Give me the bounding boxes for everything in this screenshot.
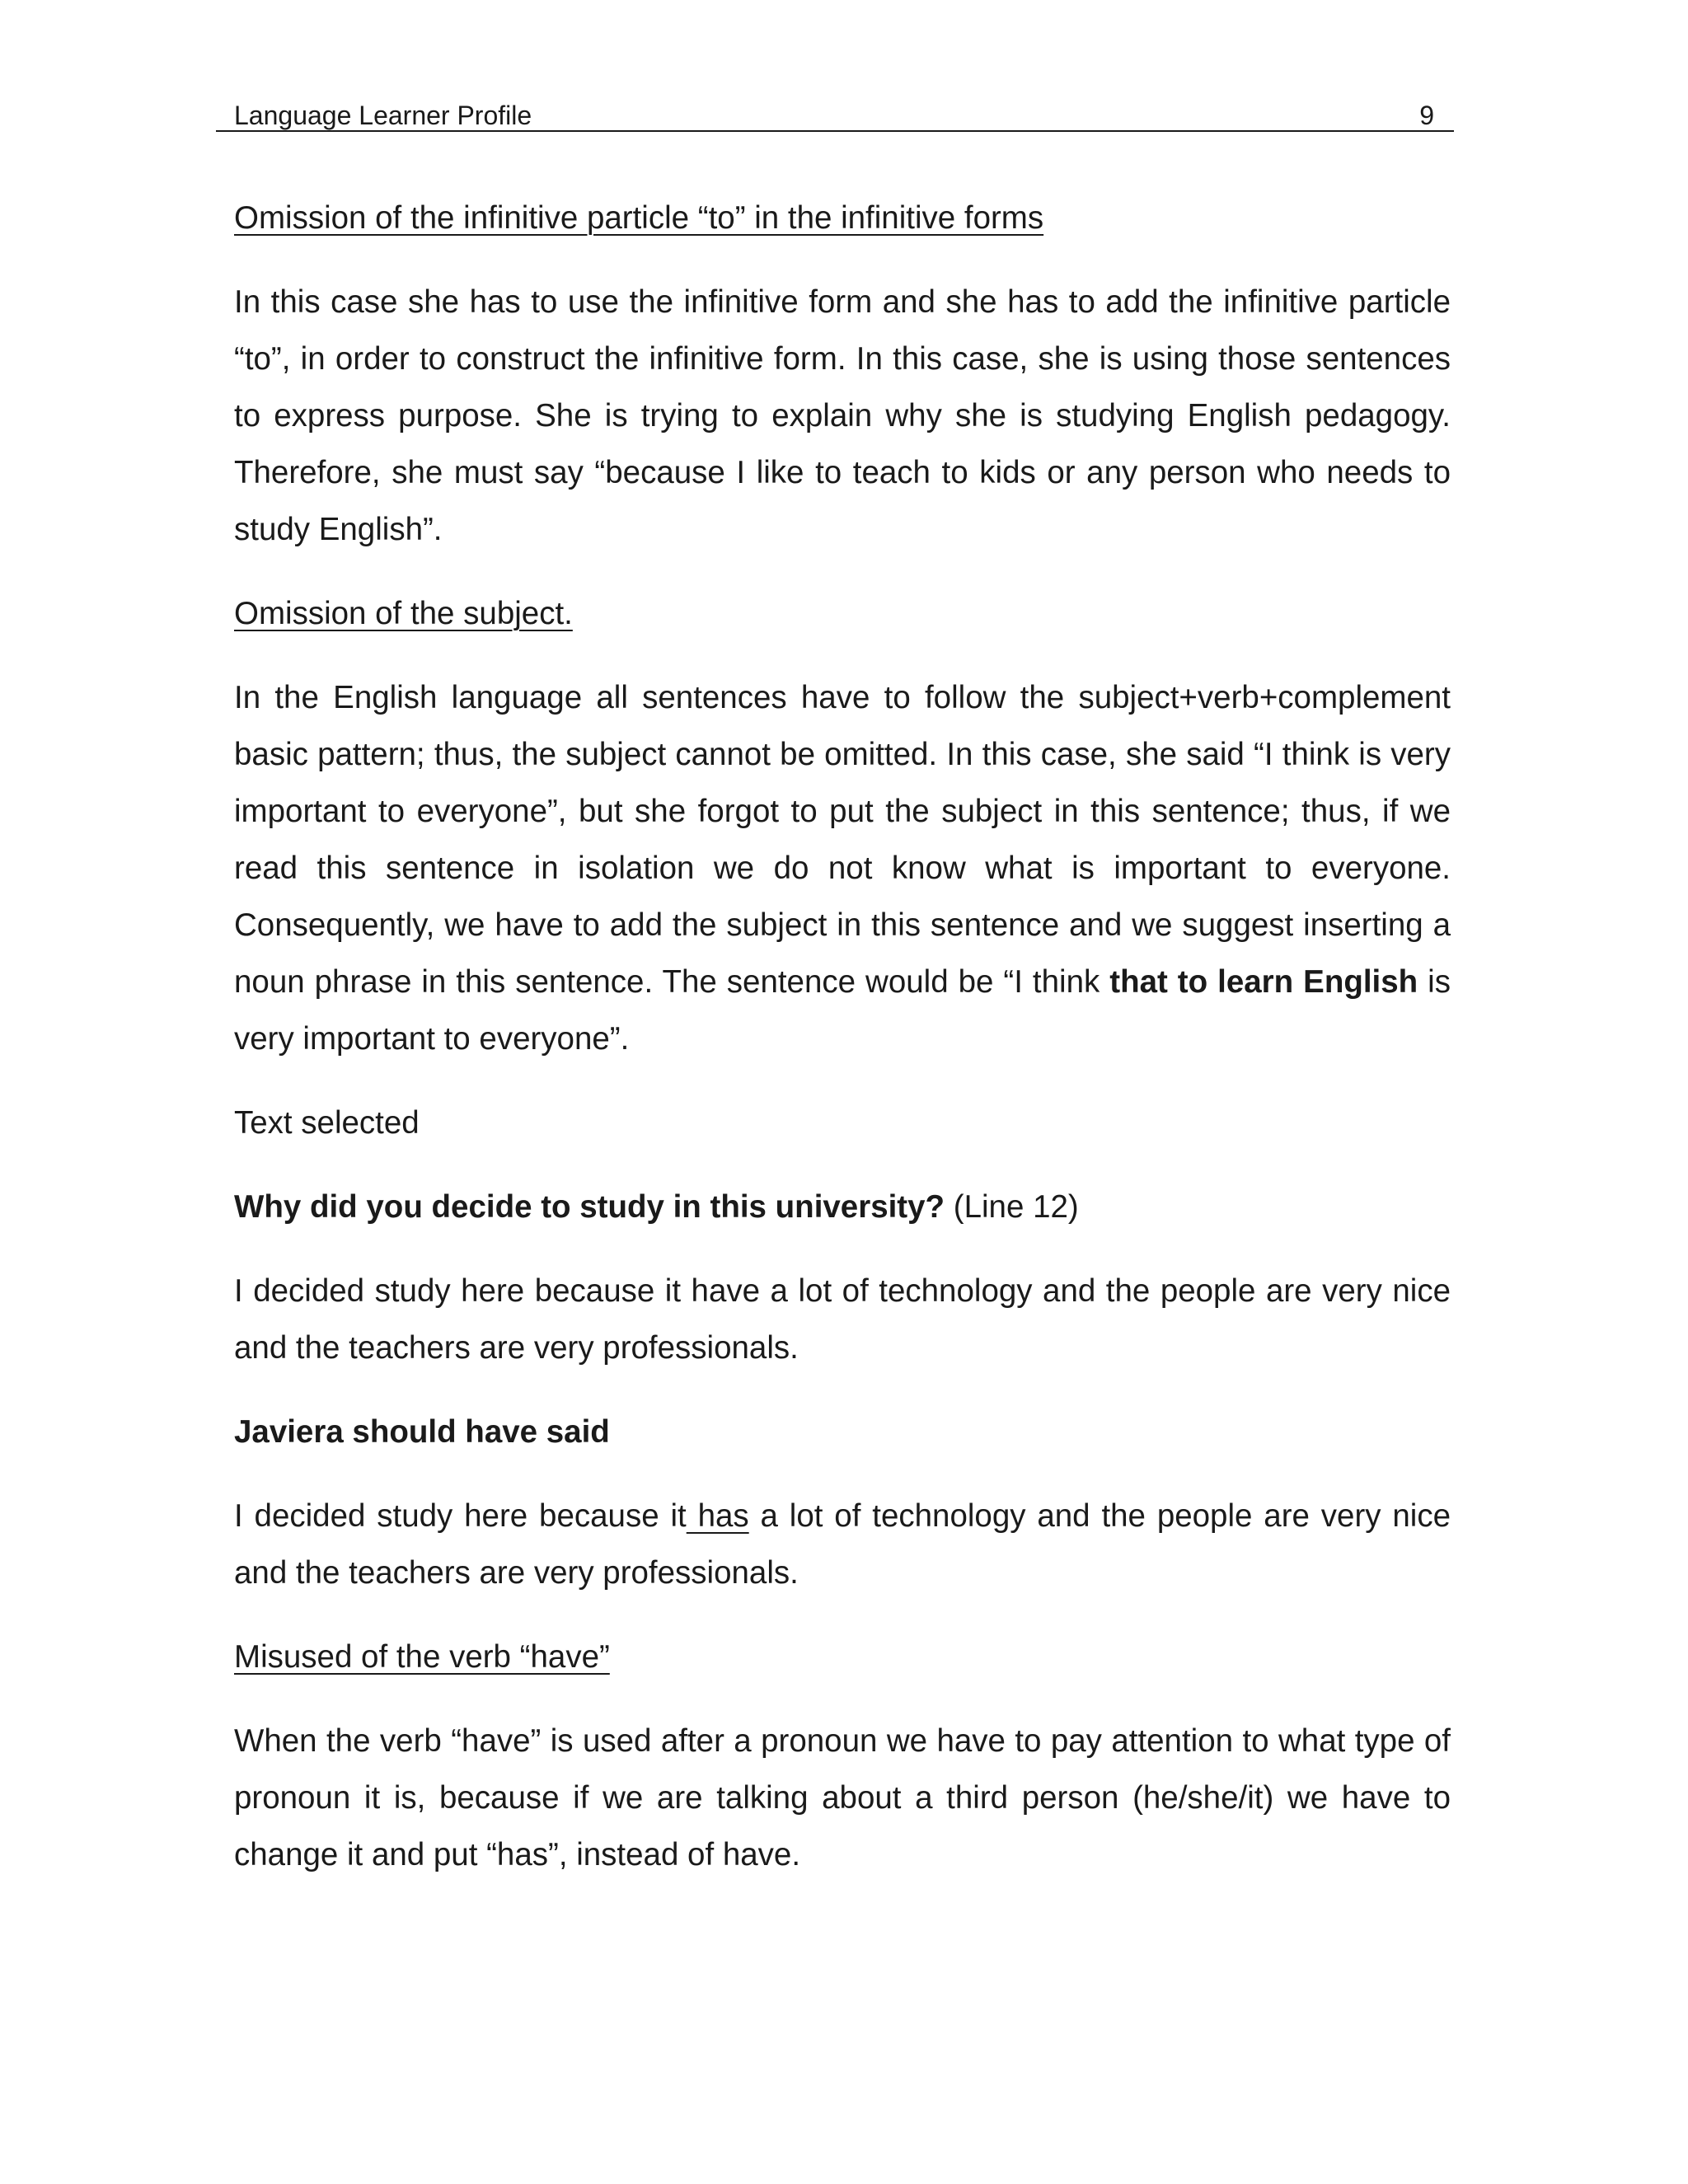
section-heading-verb-have: [234, 1629, 1451, 1685]
question-line-reference: (Line 12): [945, 1189, 1079, 1225]
corrected-answer-underlined: has: [686, 1498, 749, 1534]
correction-heading-text: Javiera should have said: [234, 1414, 610, 1450]
paragraph-verb-have: When the verb “have” is used after a pronoun we have to pay attention to what type of pronoun it is, because if we are talking about a third person (he/she/it) we have to change it and put “has”, instead of have.: [234, 1723, 1451, 1872]
header-title: Language Learner Profile: [234, 101, 532, 130]
page-number: 9: [1419, 101, 1434, 130]
corrected-answer: [234, 1488, 1451, 1601]
document-body: [234, 190, 1451, 1910]
question-line: [234, 1179, 1451, 1235]
section-heading-infinitive-text: Omission of the infinitive particle “to” in the infinitive forms: [234, 200, 1044, 236]
corrected-answer-text-2: a lot of technology and the people are very nice and the teachers are very professionals.: [234, 1498, 1451, 1591]
paragraph-subject-text-2: is very important to everyone”.: [234, 964, 1451, 1057]
question-text: Why did you decide to study in this university?: [234, 1189, 945, 1225]
section-heading-infinitive: [234, 190, 1451, 246]
paragraph-subject: [234, 669, 1451, 1067]
running-header: [216, 91, 1454, 132]
paragraph-subject-bold: that to learn English: [1109, 964, 1418, 1000]
paragraph-infinitive: In this case she has to use the infinitive form and she has to add the infinitive particle “to”, in order to construct the infinitive form. In this case, she is using those sentences to express purpose. She is trying to explain why she is studying English pedagogy. Therefore, she must say “because I like to teach to kids or any person who needs to study English”.: [234, 284, 1451, 547]
section-heading-subject: [234, 585, 1451, 642]
section-heading-subject-text: Omission of the subject.: [234, 596, 573, 631]
correction-heading: [234, 1404, 1451, 1460]
text-selected-label: Text selected: [234, 1105, 420, 1141]
section-heading-verb-have-text: Misused of the verb “have”: [234, 1639, 610, 1675]
student-answer: I decided study here because it have a lot of technology and the people are very nice and the teachers are very professionals.: [234, 1273, 1451, 1366]
paragraph-subject-text-1: In the English language all sentences have to follow the subject+verb+complement basic pattern; thus, the subject cannot be omitted. In this case, she said “I think is very important to everyone”, but she forgot to put the subject in this sentence; thus, if we read this sentence in isolation we do not know what is important to everyone. Consequently, we have to add the subject in this sentence and we suggest inserting a noun phrase in this sentence. The sentence would be “I think: [234, 680, 1451, 1000]
corrected-answer-text-1: I decided study here because it: [234, 1498, 687, 1534]
